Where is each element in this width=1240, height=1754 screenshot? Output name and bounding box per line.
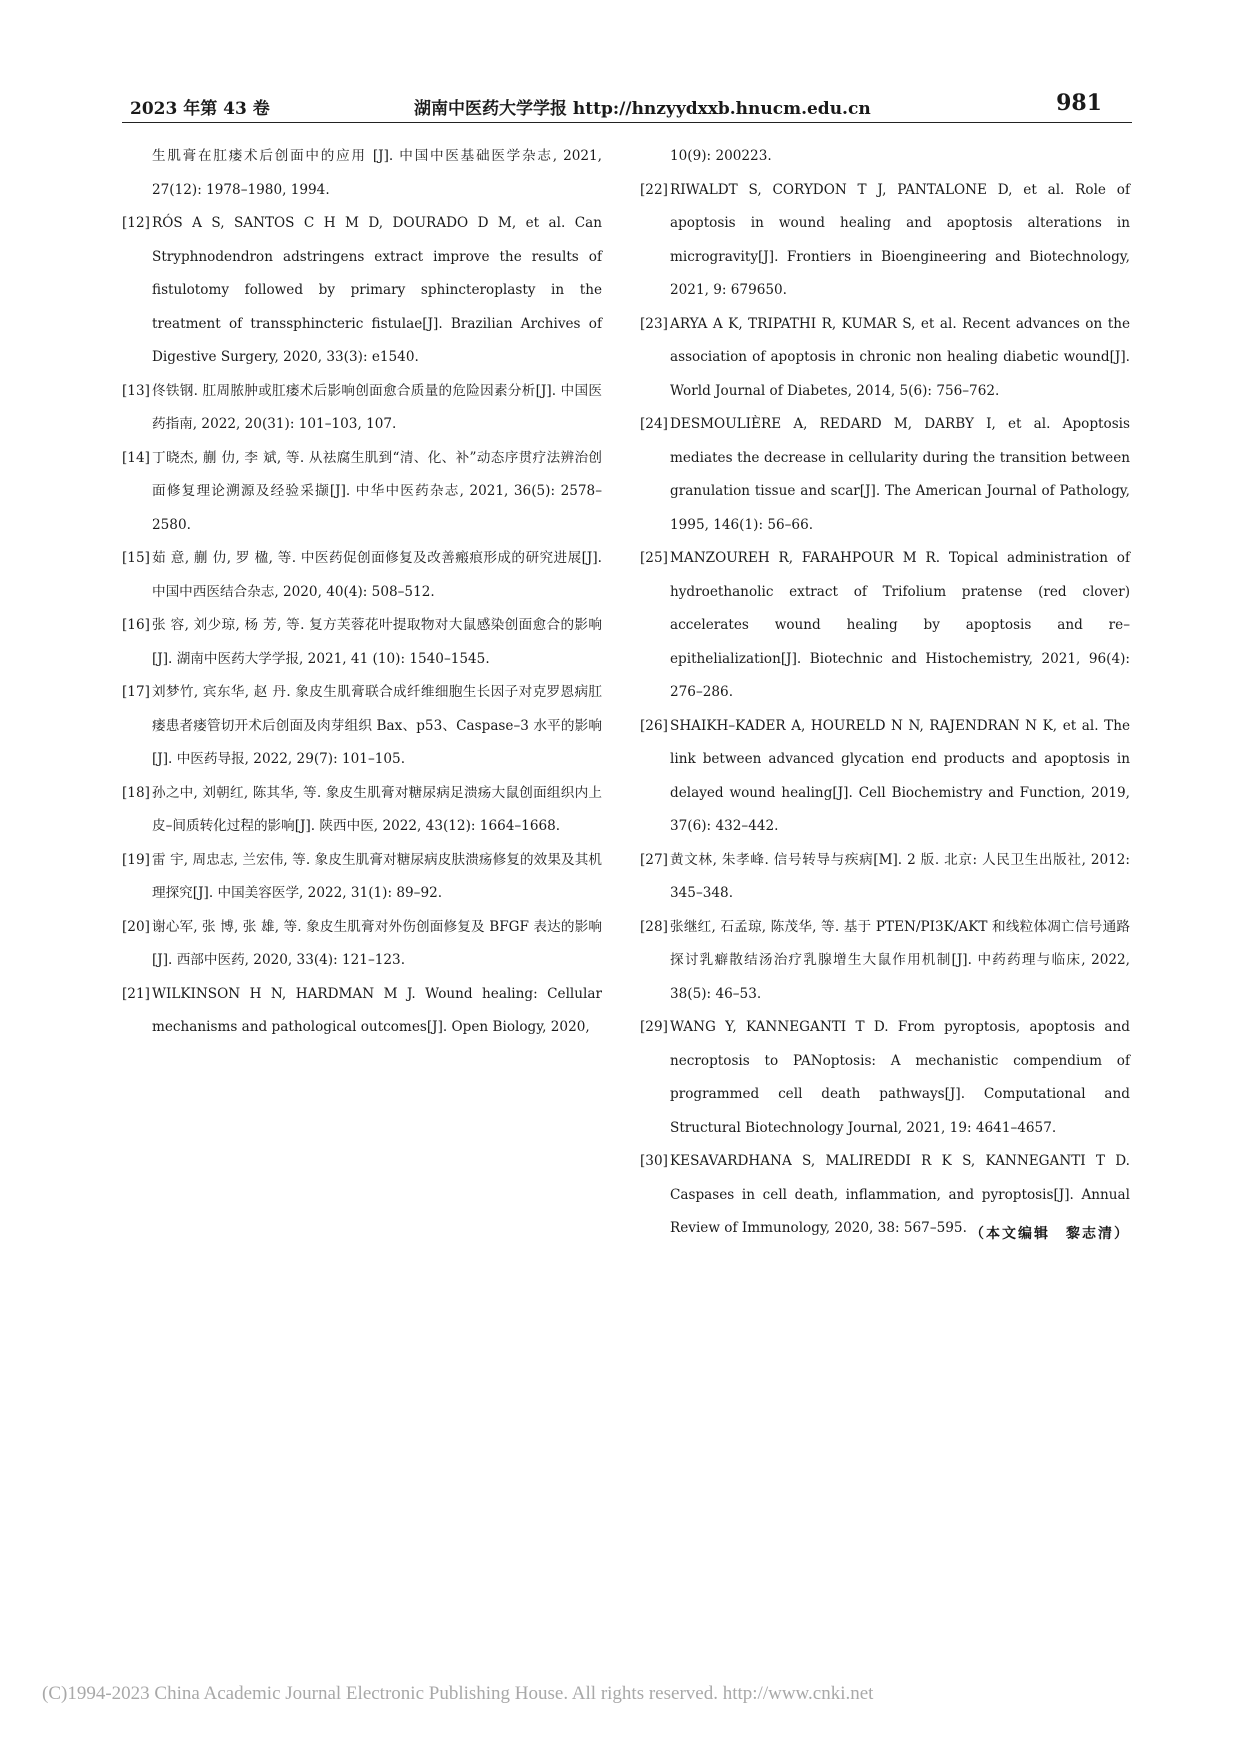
reference-number: [16] — [122, 617, 150, 633]
reference-number: [17] — [122, 684, 150, 700]
reference-number: [26] — [640, 717, 668, 734]
reference-number: [27] — [640, 851, 668, 868]
reference-item — [122, 542, 602, 609]
reference-number: [18] — [122, 784, 150, 801]
reference-item — [640, 140, 1130, 174]
reference-number: [14] — [122, 449, 150, 466]
reference-text: ARYA A K, TRIPATHI R, KUMAR S, et al. Recent advances on the association of apoptosis in chronic non healing diabetic wound[J]. World Journal of Diabetes, 2014, 5(6): 756–762. — [670, 315, 1130, 399]
reference-item — [640, 174, 1130, 308]
reference-text: 黄文林, 朱孝峰. 信号转导与疾病[M]. 2 版. 北京: 人民卫生出版社, 2012: 345–348. — [670, 851, 1130, 901]
reference-item — [122, 777, 602, 844]
reference-text: 茹 意, 蒯 仂, 罗 楹, 等. 中医药促创面修复及改善瘢痕形成的研究进展[J]. 中国中西医结合杂志, 2020, 40(4): 508–512. — [152, 550, 602, 600]
reference-number: [30] — [640, 1153, 668, 1169]
reference-item — [640, 542, 1130, 710]
reference-text: WILKINSON H N, HARDMAN M J. Wound healing: Cellular mechanisms and pathological outcomes[J]. Open Biology, 2020, — [152, 985, 602, 1035]
reference-text: 雷 宇, 周忠志, 兰宏伟, 等. 象皮生肌膏对糖尿病皮肤溃疡修复的效果及其机理探究[J]. 中国美容医学, 2022, 31(1): 89–92. — [152, 851, 602, 901]
editor-note: （本文编辑 黎志清） — [970, 1226, 1130, 1242]
reference-item — [122, 978, 602, 1045]
reference-item — [122, 609, 602, 676]
reference-item — [122, 375, 602, 442]
reference-number: [21] — [122, 985, 150, 1002]
reference-text: 佟铁钢. 肛周脓肿或肛瘘术后影响创面愈合质量的危险因素分析[J]. 中国医药指南, 2022, 20(31): 101–103, 107. — [152, 382, 602, 432]
reference-text: 生肌膏在肛瘘术后创面中的应用 [J]. 中国中医基础医学杂志, 2021, 27(12): 1978–1980, 1994. — [152, 148, 602, 198]
reference-number: [22] — [640, 181, 668, 198]
reference-text: RIWALDT S, CORYDON T J, PANTALONE D, et al. Role of apoptosis in wound healing and apoptosis alterations in microgravity[J]. Frontiers in Bioengineering and Biotechnology, 2021, 9: 679650. — [670, 181, 1130, 298]
reference-text: RÓS A S, SANTOS C H M D, DOURADO D M, et al. Can Stryphnodendron adstringens extract improve the results of fistulotomy followed by primary sphincteroplasty in the treatment of transsphincteric fistulae[J]. Brazilian Archives of Digestive Surgery, 2020, 33(3): e1540. — [152, 215, 602, 365]
reference-item — [640, 308, 1130, 409]
copyright-footer: (C)1994-2023 China Academic Journal Electronic Publishing House. All rights reserved. http://www.cnki.net — [42, 1683, 874, 1704]
reference-text: 张继红, 石孟琼, 陈茂华, 等. 基于 PTEN/PI3K/AKT 和线粒体凋亡信号通路探讨乳癖散结汤治疗乳腺增生大鼠作用机制[J]. 中药药理与临床, 2022, 38(5): 46–53. — [670, 918, 1130, 1002]
running-header — [122, 92, 1132, 123]
reference-text: 刘梦竹, 宾东华, 赵 丹. 象皮生肌膏联合成纤维细胞生长因子对克罗恩病肛瘘患者瘘管切开术后创面及肉芽组织 Bax、p53、Caspase–3 水平的影响[J]. 中医药导报, 2022, 29(7): 101–105. — [152, 684, 602, 767]
reference-number: [19] — [122, 851, 150, 868]
reference-item — [122, 911, 602, 978]
reference-item — [122, 207, 602, 375]
reference-number: [23] — [640, 315, 668, 332]
reference-text: 孙之中, 刘朝红, 陈其华, 等. 象皮生肌膏对糖尿病足溃疡大鼠创面组织内上皮–间质转化过程的影响[J]. 陕西中医, 2022, 43(12): 1664–1668. — [152, 784, 602, 834]
reference-item — [640, 844, 1130, 911]
journal-title-url: 湖南中医药大学学报 http://hnzyydxxb.hnucm.edu.cn — [414, 99, 871, 119]
reference-number: [24] — [640, 416, 668, 432]
reference-item — [640, 710, 1130, 844]
reference-number: [15] — [122, 550, 150, 566]
reference-item — [122, 844, 602, 911]
reference-text: SHAIKH–KADER A, HOURELD N N, RAJENDRAN N K, et al. The link between advanced glycation end products and apoptosis in delayed wound healing[J]. Cell Biochemistry and Function, 2019, 37(6): 432–442. — [670, 717, 1130, 834]
volume-label: 2023 年第 43 卷 — [130, 99, 270, 119]
reference-item — [640, 911, 1130, 1012]
reference-text: 谢心军, 张 博, 张 雄, 等. 象皮生肌膏对外伤创面修复及 BFGF 表达的影响[J]. 西部中医药, 2020, 33(4): 121–123. — [152, 918, 602, 968]
reference-number: [25] — [640, 550, 668, 566]
right-column-references — [640, 140, 1130, 1246]
reference-number: [29] — [640, 1019, 668, 1035]
reference-text: 张 容, 刘少琼, 杨 芳, 等. 复方芙蓉花叶提取物对大鼠感染创面愈合的影响[J]. 湖南中医药大学学报, 2021, 41 (10): 1540–1545. — [152, 617, 602, 667]
reference-item — [122, 442, 602, 543]
reference-text: DESMOULIÈRE A, REDARD M, DARBY I, et al. Apoptosis mediates the decrease in cellularity during the transition between granulation tissue and scar[J]. The American Journal of Pathology, 1995, 146(1): 56–66. — [670, 416, 1130, 533]
reference-item — [640, 1011, 1130, 1145]
reference-item — [122, 676, 602, 777]
reference-number: [12] — [122, 215, 150, 231]
reference-number: [20] — [122, 918, 150, 935]
reference-item — [640, 408, 1130, 542]
left-column-references — [122, 140, 602, 1045]
reference-text: MANZOUREH R, FARAHPOUR M R. Topical administration of hydroethanolic extract of Trifolium pratense (red clover) accelerates wound healing by apoptosis and re–epithelialization[J]. Biotechnic and Histochemistry, 2021, 96(4): 276–286. — [670, 550, 1130, 700]
reference-text: 10(9): 200223. — [670, 148, 772, 164]
page-number: 981 — [1056, 90, 1102, 116]
reference-text: 丁晓杰, 蒯 仂, 李 斌, 等. 从祛腐生肌到“清、化、补”动态序贯疗法辨治创面修复理论溯源及经验采撷[J]. 中华中医药杂志, 2021, 36(5): 2578–2580. — [152, 449, 602, 533]
reference-number: [28] — [640, 918, 668, 935]
reference-text: WANG Y, KANNEGANTI T D. From pyroptosis, apoptosis and necroptosis to PANoptosis: A mechanistic compendium of programmed cell death pathways[J]. Computational and Structural Biotechnology Journal, 2021, 19: 4641–4657. — [670, 1019, 1130, 1136]
reference-text: KESAVARDHANA S, MALIREDDI R K S, KANNEGANTI T D. Caspases in cell death, inflammation, and pyroptosis[J]. Annual Review of Immunology, 2020, 38: 567–595. — [670, 1153, 1130, 1236]
reference-number: [13] — [122, 382, 150, 399]
reference-item — [122, 140, 602, 207]
